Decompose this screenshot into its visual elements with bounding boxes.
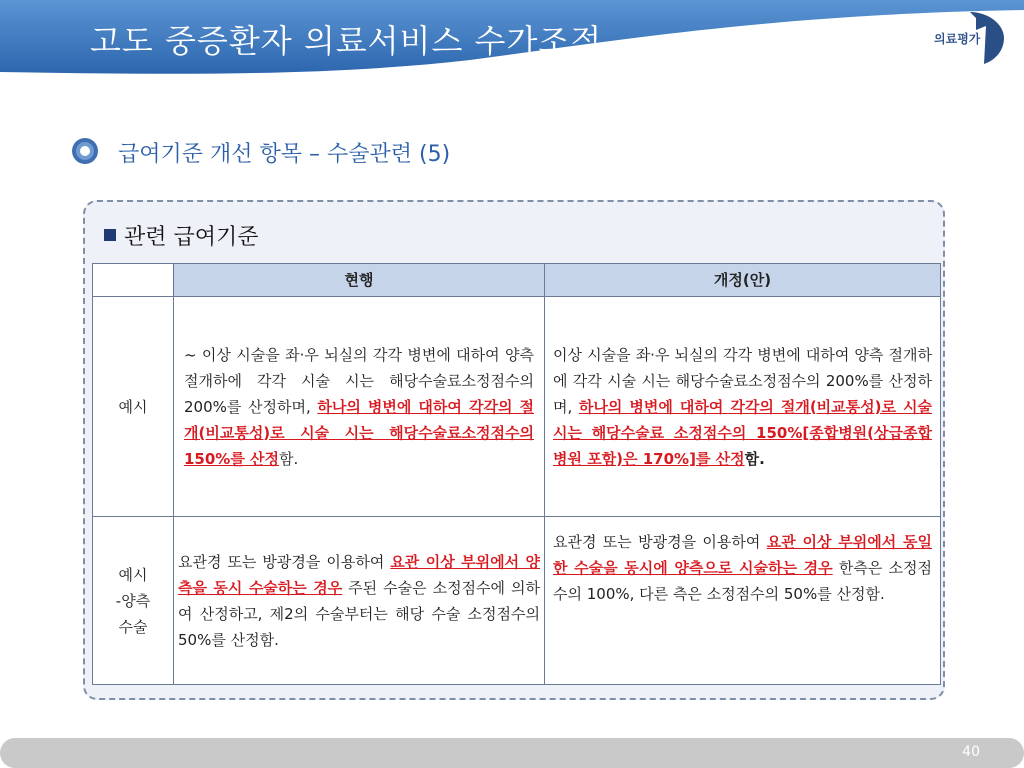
row-label-line: 수술 — [118, 617, 148, 636]
revised-text-end: 한측은 소정점수의 100%, 다른 측은 소정점수의 50%를 산정함. — [553, 559, 932, 603]
current-text: 요관경 또는 방광경을 이용하여 — [178, 552, 391, 571]
row-label: 예시 — [93, 297, 174, 517]
panel-heading — [104, 220, 259, 251]
row-label-line: 예시 — [118, 565, 148, 584]
current-highlight: 하나의 병변에 대하여 각각의 절개(비교통성)로 시술 시는 해당수술료소정점수의 150%를 산정 — [184, 397, 534, 468]
section-title: 급여기준 개선 항목 – 수술관련 (5) — [118, 142, 451, 167]
table-row — [93, 297, 941, 517]
logo-text-main: 의료 — [934, 32, 958, 46]
header-cell-revised: 개정(안) — [545, 264, 941, 297]
revised-text: 요관경 또는 방광경을 이용하여 — [553, 533, 767, 551]
table-header-row — [93, 264, 941, 297]
logo-text — [934, 30, 980, 47]
revised-text-end: 함. — [744, 449, 765, 468]
panel-heading-text: 관련 급여기준 — [124, 225, 259, 250]
revised-rule-cell — [545, 517, 941, 685]
row-label-line: -양측 — [115, 591, 151, 610]
current-text: ~ 이상 시술을 좌·우 뇌실의 각각 병변에 대하여 양측 절개하에 각각 시술 시는 해당수술료소정점수의 200%를 산정하며, — [184, 345, 534, 416]
row-label — [93, 517, 174, 685]
page-title: 고도 중증환자 의료서비스 수가조정 — [90, 22, 603, 60]
header-cell-blank — [93, 264, 174, 297]
revised-text: 이상 시술을 좌·우 뇌실의 각각 병변에 대하여 양측 절개하에 각각 시술 시는 해당수술료소정점수의 200%를 산정하며, — [553, 345, 932, 416]
current-highlight: 요관 이상 부위에서 양측을 동시 수술하는 경우 — [178, 552, 541, 597]
revised-rule-cell — [545, 297, 941, 517]
section-bullet-icon — [70, 136, 100, 166]
revised-highlight: 요관 이상 부위에서 동일한 수술을 동시에 양측으로 시술하는 경우 — [553, 533, 932, 577]
current-text-end: 주된 수술은 소정점수에 의하여 산정하고, 제2의 수술부터는 해당 수술 소정점수의 50%를 산정함. — [178, 578, 540, 649]
current-rule-cell — [174, 517, 545, 685]
revised-highlight: 하나의 병변에 대하여 각각의 절개(비교통성)로 시술 시는 해당수술료 소정점수의 150%[종합병원(상급종합병원 포함)은 170%]를 산정 — [553, 397, 932, 468]
page-number: 40 — [962, 744, 980, 760]
table-row — [93, 517, 941, 685]
footer-bar — [0, 738, 1024, 768]
square-bullet-icon — [104, 229, 116, 241]
logo-text-accent: 평가 — [957, 32, 981, 46]
current-text-end: 함. — [279, 449, 299, 468]
criteria-table — [92, 263, 941, 685]
header-cell-current: 현행 — [174, 264, 545, 297]
current-rule-cell — [174, 297, 545, 517]
header-banner — [0, 0, 1024, 75]
